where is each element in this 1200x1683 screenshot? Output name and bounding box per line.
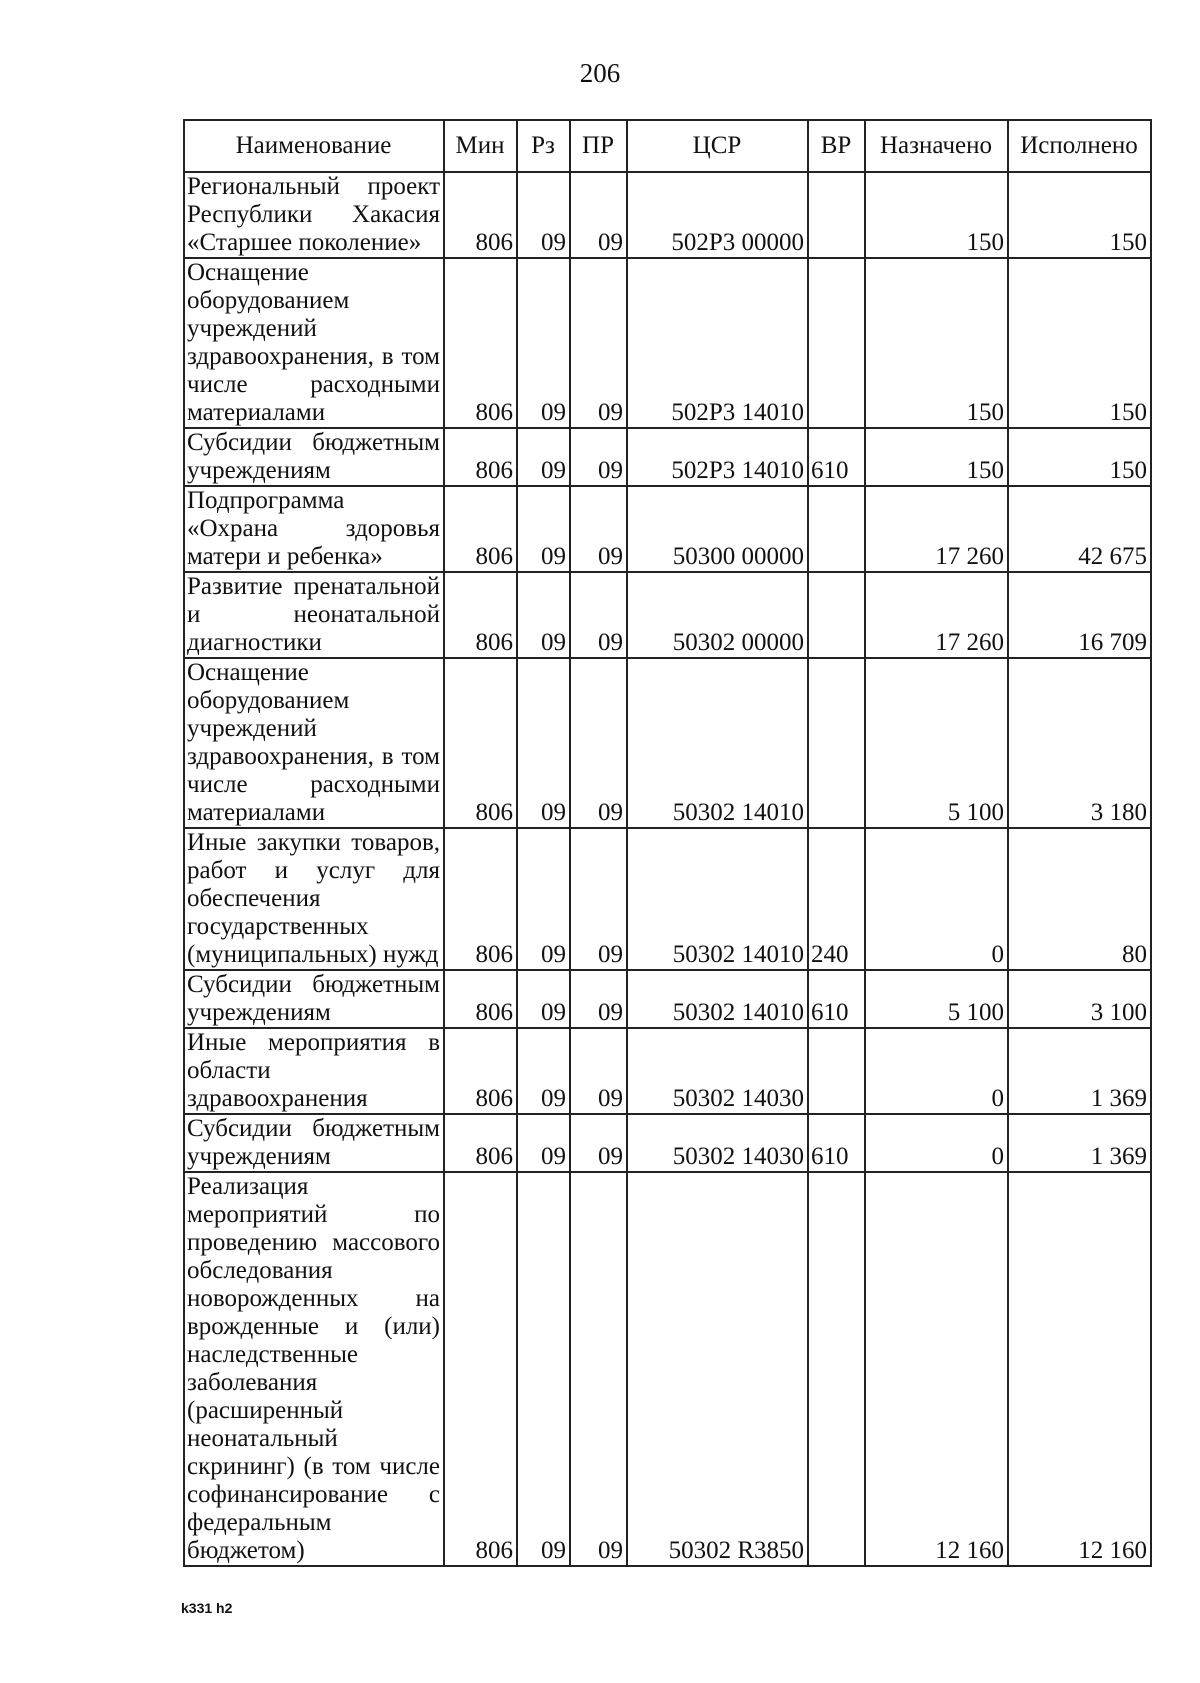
cell-rz: 09 [517, 970, 570, 1028]
cell-pr: 09 [570, 658, 627, 828]
header-rz: Рз [517, 120, 570, 172]
cell-executed: 1 369 [1008, 1114, 1151, 1172]
cell-min: 806 [444, 828, 517, 970]
cell-min: 806 [444, 658, 517, 828]
table-row [184, 1172, 1151, 1566]
cell-executed: 150 [1008, 428, 1151, 486]
cell-rz: 09 [517, 828, 570, 970]
cell-name: Субсидии бюджетным учреждениям [184, 428, 444, 486]
header-name: Наименование [184, 120, 444, 172]
cell-csr: 50302 14010 [627, 970, 808, 1028]
cell-executed: 1 369 [1008, 1028, 1151, 1114]
table-row [184, 658, 1151, 828]
table-row [184, 828, 1151, 970]
cell-assigned: 17 260 [865, 572, 1008, 658]
cell-vr: 610 [808, 428, 865, 486]
cell-executed: 12 160 [1008, 1172, 1151, 1566]
cell-csr: 50300 00000 [627, 486, 808, 572]
cell-name: Подпрограмма «Охрана здоровья матери и ребенка» [184, 486, 444, 572]
cell-csr: 502P3 14010 [627, 258, 808, 428]
cell-min: 806 [444, 258, 517, 428]
cell-csr: 50302 14010 [627, 828, 808, 970]
cell-min: 806 [444, 428, 517, 486]
cell-min: 806 [444, 572, 517, 658]
cell-executed: 3 180 [1008, 658, 1151, 828]
header-vr: ВР [808, 120, 865, 172]
cell-assigned: 150 [865, 258, 1008, 428]
table-header-row [184, 120, 1151, 172]
cell-csr: 50302 14010 [627, 658, 808, 828]
cell-vr [808, 1172, 865, 1566]
table-row [184, 172, 1151, 258]
cell-pr: 09 [570, 1114, 627, 1172]
cell-assigned: 12 160 [865, 1172, 1008, 1566]
cell-vr [808, 572, 865, 658]
table-row [184, 428, 1151, 486]
header-assigned: Назначено [865, 120, 1008, 172]
cell-rz: 09 [517, 1172, 570, 1566]
cell-csr: 50302 R3850 [627, 1172, 808, 1566]
cell-csr: 502P3 00000 [627, 172, 808, 258]
cell-name: Иные закупки товаров, работ и услуг для обеспечения государственных (муниципальных) нужд [184, 828, 444, 970]
cell-vr [808, 172, 865, 258]
cell-vr: 240 [808, 828, 865, 970]
table-row [184, 572, 1151, 658]
cell-rz: 09 [517, 658, 570, 828]
cell-pr: 09 [570, 1028, 627, 1114]
cell-csr: 502P3 14010 [627, 428, 808, 486]
cell-min: 806 [444, 172, 517, 258]
cell-rz: 09 [517, 172, 570, 258]
cell-pr: 09 [570, 172, 627, 258]
cell-name: Иные мероприятия в области здравоохранения [184, 1028, 444, 1114]
cell-name: Субсидии бюджетным учреждениям [184, 1114, 444, 1172]
header-csr: ЦСР [627, 120, 808, 172]
cell-csr: 50302 14030 [627, 1028, 808, 1114]
cell-min: 806 [444, 970, 517, 1028]
cell-pr: 09 [570, 486, 627, 572]
cell-executed: 150 [1008, 172, 1151, 258]
header-min: Мин [444, 120, 517, 172]
cell-min: 806 [444, 1028, 517, 1114]
cell-vr: 610 [808, 970, 865, 1028]
cell-rz: 09 [517, 486, 570, 572]
cell-min: 806 [444, 1114, 517, 1172]
cell-vr [808, 1028, 865, 1114]
cell-vr [808, 658, 865, 828]
cell-assigned: 0 [865, 828, 1008, 970]
table-row [184, 970, 1151, 1028]
cell-name: Региональный проект Республики Хакасия «Старшее поколение» [184, 172, 444, 258]
cell-assigned: 150 [865, 172, 1008, 258]
cell-assigned: 150 [865, 428, 1008, 486]
cell-pr: 09 [570, 828, 627, 970]
cell-rz: 09 [517, 1114, 570, 1172]
cell-executed: 150 [1008, 258, 1151, 428]
cell-executed: 16 709 [1008, 572, 1151, 658]
cell-executed: 80 [1008, 828, 1151, 970]
cell-name: Оснащение оборудованием учреждений здравоохранения, в том числе расходными материалами [184, 658, 444, 828]
cell-vr [808, 258, 865, 428]
header-pr: ПР [570, 120, 627, 172]
table-row [184, 258, 1151, 428]
cell-rz: 09 [517, 1028, 570, 1114]
footer-document-code: k331 h2 [181, 1600, 233, 1616]
page-number: 206 [579, 58, 621, 88]
header-executed: Исполнено [1008, 120, 1151, 172]
table-row [184, 1028, 1151, 1114]
cell-pr: 09 [570, 572, 627, 658]
cell-min: 806 [444, 486, 517, 572]
cell-rz: 09 [517, 572, 570, 658]
cell-pr: 09 [570, 258, 627, 428]
cell-pr: 09 [570, 428, 627, 486]
cell-csr: 50302 00000 [627, 572, 808, 658]
cell-rz: 09 [517, 428, 570, 486]
cell-assigned: 17 260 [865, 486, 1008, 572]
cell-rz: 09 [517, 258, 570, 428]
cell-pr: 09 [570, 1172, 627, 1566]
cell-csr: 50302 14030 [627, 1114, 808, 1172]
cell-name: Субсидии бюджетным учреждениям [184, 970, 444, 1028]
cell-name: Реализация мероприятий по проведению массового обследования новорожденных на врожденные и (или) наследственные заболевания (расширенный неонатальный скрининг) (в том числе софинансирование с федеральным бюджетом) [184, 1172, 444, 1566]
cell-assigned: 5 100 [865, 970, 1008, 1028]
cell-vr [808, 486, 865, 572]
table-row [184, 486, 1151, 572]
cell-min: 806 [444, 1172, 517, 1566]
cell-executed: 3 100 [1008, 970, 1151, 1028]
cell-vr: 610 [808, 1114, 865, 1172]
cell-name: Развитие пренатальной и неонатальной диагностики [184, 572, 444, 658]
table-row [184, 1114, 1151, 1172]
cell-assigned: 5 100 [865, 658, 1008, 828]
cell-name: Оснащение оборудованием учреждений здравоохранения, в том числе расходными материалами [184, 258, 444, 428]
cell-assigned: 0 [865, 1028, 1008, 1114]
budget-table [183, 119, 1152, 1567]
cell-assigned: 0 [865, 1114, 1008, 1172]
cell-executed: 42 675 [1008, 486, 1151, 572]
cell-pr: 09 [570, 970, 627, 1028]
